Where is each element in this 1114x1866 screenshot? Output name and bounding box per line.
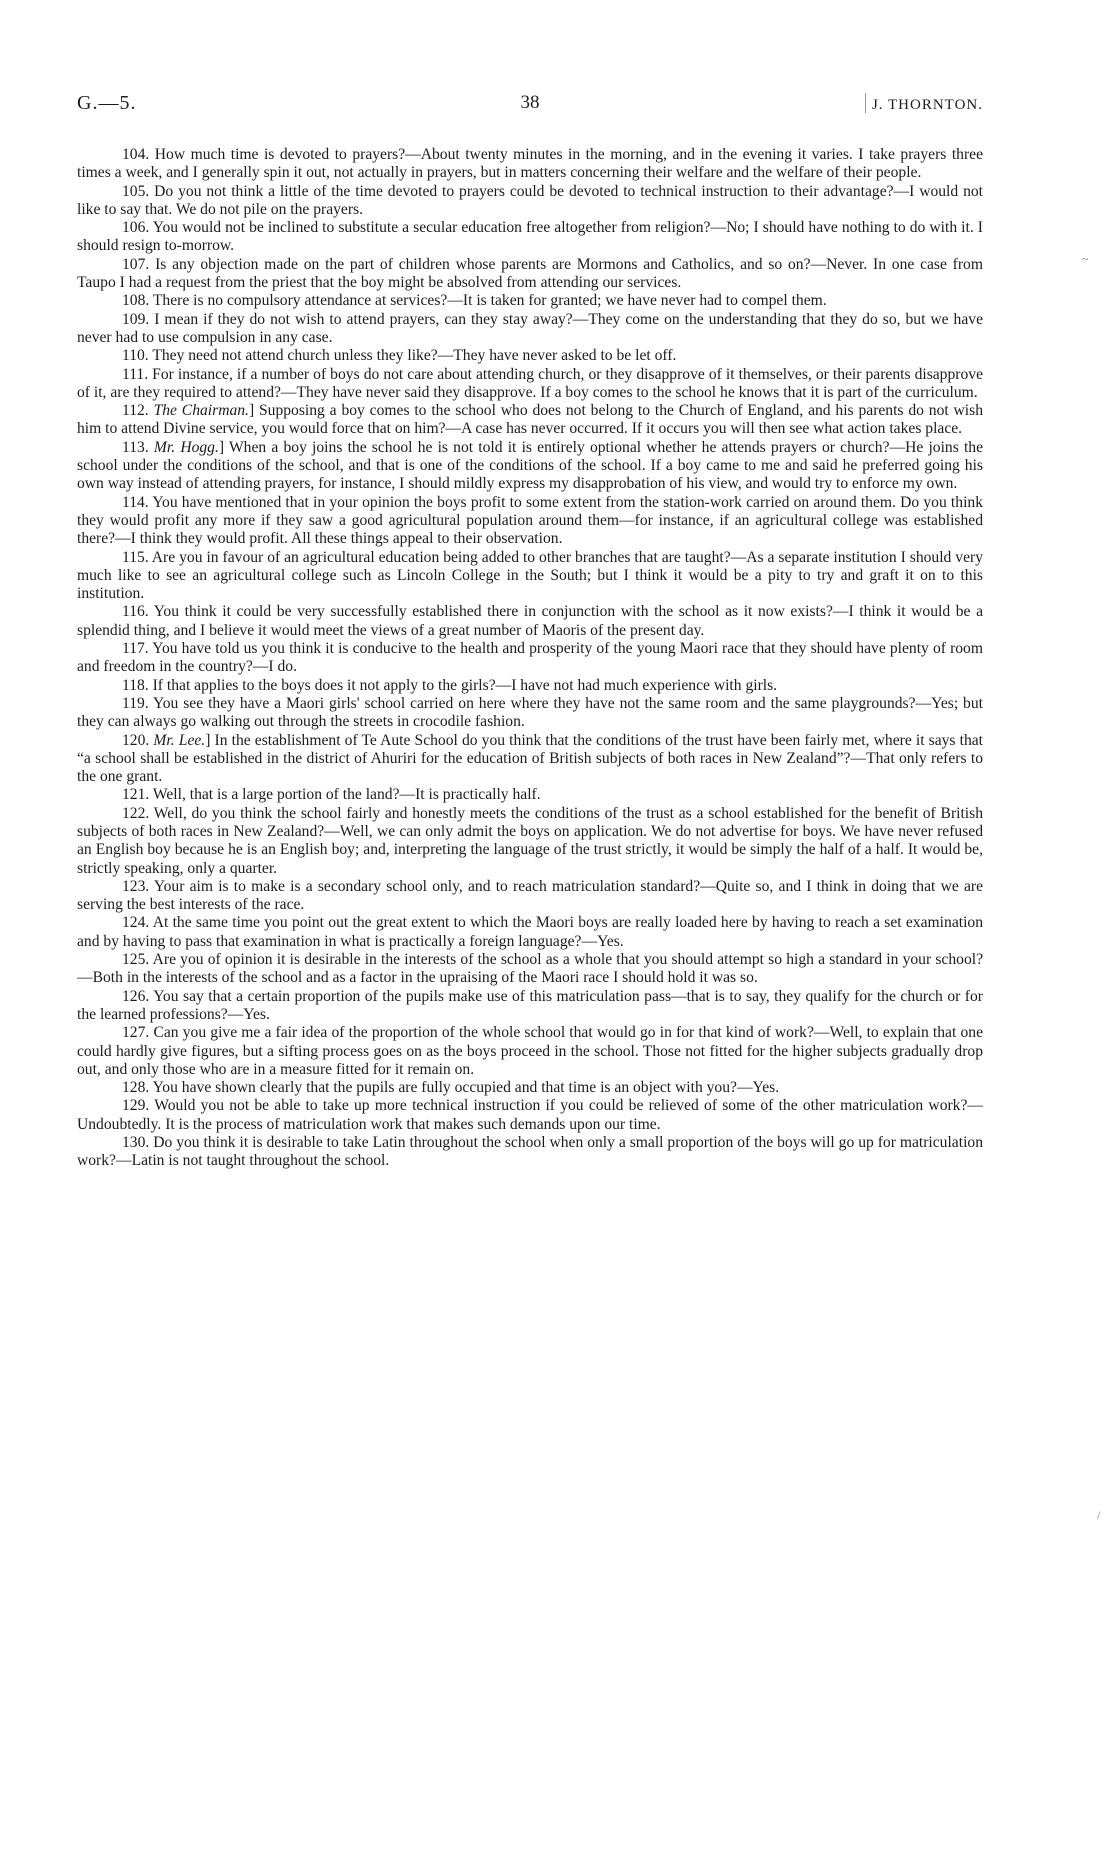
margin-scan-mark: / <box>1097 1508 1101 1522</box>
question-112 <box>77 402 983 439</box>
question-118: 118. If that applies to the boys does it not apply to the girls?—I have not had much experience with girls. <box>122 676 778 694</box>
question-113 <box>77 439 983 494</box>
question-number: 120. <box>122 731 154 749</box>
document-reference: G.—5. <box>77 92 137 114</box>
question-119: 119. You see they have a Maori girls' school carried on here where they have not the same room and the same playgrounds?—Yes; but they can always go walking out through the streets in crocodile fashion. <box>77 694 983 731</box>
running-header <box>77 90 983 120</box>
question-123: 123. Your aim is to make is a secondary school only, and to reach matriculation standard?—Quite so, and I think in doing that we are serving the best interests of the race. <box>77 877 983 914</box>
question-111: 111. For instance, if a number of boys do not care about attending church, or they disapprove of it themselves, or their parents disapprove of it, are they required to attend?—They have never said they disapprove. If a boy comes to the school he knows that it is part of the curriculum. <box>77 365 983 401</box>
witness-name-text: J. THORNTON. <box>871 97 983 113</box>
question-127: 127. Can you give me a fair idea of the proportion of the whole school that would go in for that kind of work?—Well, to explain that one could hardly give figures, but a sifting process goes on as the boys proceed in the school. Those not fitted for the higher subjects gradually drop out, and only those who are in a measure fitted for it remain on. <box>77 1024 983 1078</box>
question-105: 105. Do you not think a little of the time devoted to prayers could be devoted to technical instruction to their advantage?—I would not like to say that. We do not pile on the prayers. <box>77 182 983 218</box>
speaker-name: Mr. Hogg. <box>153 438 219 456</box>
question-125: 125. Are you of opinion it is desirable in the interests of the school as a whole that you should attempt so high a standard in your school?—Both in the interests of the school and as a factor in the upraising of the Maori race I should hold it was so. <box>77 951 983 987</box>
speaker-name: The Chairman. <box>153 402 249 420</box>
question-128: 128. You have shown clearly that the pupils are fully occupied and that time is an object with you?—Yes. <box>122 1079 780 1097</box>
question-106: 106. You would not be inclined to substitute a secular education free altogether from religion?—No; I should have nothing to do with it. I should resign to-morrow. <box>77 219 983 255</box>
question-text: ] In the establishment of Te Aute School do you think that the conditions of the trust have been fairly met, where it says that “a school shall be established in the district of Ahuriri for the education of British subjects of both races in New Zealand”?—That only refers to the one grant. <box>77 731 984 786</box>
question-104: 104. How much time is devoted to prayers?—About twenty minutes in the morning, and in the evening it varies. I take prayers three times a week, and I generally spin it out, not actually in prayers, but in matters concerning their welfare and the welfare of their people. <box>77 146 983 182</box>
question-115: 115. Are you in favour of an agricultural education being added to other branches that are taught?—As a separate institution I should very much like to see an agricultural college such as Lincoln College in the South; but I think it would be a pity to try and graft it on to this institution. <box>77 548 983 603</box>
speaker-name: Mr. Lee. <box>153 731 206 749</box>
page-number: 38 <box>520 92 540 113</box>
question-124: 124. At the same time you point out the great extent to which the Maori boys are really loaded here by having to reach a set examination and by having to pass that examination in what is practically a foreign language?—Yes. <box>77 914 983 950</box>
question-114: 114. You have mentioned that in your opinion the boys profit to some extent from the station-work carried on around them. Do you think they would profit any more if they saw a good agricultural population around them—for instance, if an agricultural college was established there?—I think they would profit. All these things appeal to their observation. <box>77 493 983 548</box>
question-116: 116. You think it could be very successfully established there in conjunction with the school as it now exists?—I think it would be a splendid thing, and I believe it would meet the views of a great number of Maoris of the present day. <box>77 603 983 639</box>
question-110: 110. They need not attend church unless they like?—They have never asked to be let off. <box>122 347 677 365</box>
question-number: 113. <box>122 438 154 456</box>
margin-scan-mark: ~ <box>1082 252 1089 266</box>
evidence-body <box>77 146 983 1171</box>
question-108: 108. There is no compulsory attendance at services?—It is taken for granted; we have never had to compel them. <box>122 292 827 310</box>
header-rule <box>865 93 866 113</box>
question-130: 130. Do you think it is desirable to take Latin throughout the school when only a small proportion of the boys will go up for matriculation work?—Latin is not taught throughout the school. <box>77 1134 983 1170</box>
question-107: 107. Is any objection made on the part of children whose parents are Mormons and Catholics, and so on?—Never. In one case from Taupo I had a request from the priest that the boy might be absolved from attending our services. <box>77 255 983 292</box>
question-126: 126. You say that a certain proportion of the pupils make use of this matriculation pass—that is to say, they qualify for the church or for the learned professions?—Yes. <box>77 987 983 1023</box>
question-122: 122. Well, do you think the school fairly and honestly meets the conditions of the trust as a school established for the benefit of British subjects of both races in New Zealand?—Well, we can only admit the boys on application. We do not advertise for boys. We have never refused an English boy because he is an English boy; and, interpreting the language of the trust strictly, it would be simply the half of a half. It would be, strictly speaking, only a quarter. <box>77 804 983 877</box>
question-129: 129. Would you not be able to take up more technical instruction if you could be relieved of some of the other matriculation work?—Undoubtedly. It is the process of matriculation work that makes such demands upon our time. <box>77 1097 983 1133</box>
question-117: 117. You have told us you think it is conducive to the health and prosperity of the young Maori race that they should have plenty of room and freedom in the country?—I do. <box>77 640 983 676</box>
question-number: 112. <box>122 402 154 420</box>
question-109: 109. I mean if they do not wish to attend prayers, can they stay away?—They come on the understanding that they do so, but we have never had to use compulsion in any case. <box>77 310 983 346</box>
question-120 <box>77 732 983 787</box>
question-121: 121. Well, that is a large portion of the land?—It is practically half. <box>122 786 541 804</box>
question-text: ] Supposing a boy comes to the school who does not belong to the Church of England, and his parents do not wish him to attend Divine service, you would force that on him?—A case has never occurred. If it occurs you will then see what action takes place. <box>77 402 984 438</box>
document-page <box>77 0 983 1866</box>
question-text: ] When a boy joins the school he is not told it is entirely optional whether he attends prayers or church?—He joins the school under the conditions of the school, and that is one of the conditions of the school. If a boy came to me and said he preferred going his own way instead of attending prayers, for instance, I should mildly express my disapprobation of his view, and would try to enforce my own. <box>77 438 984 493</box>
witness-name <box>865 93 983 114</box>
